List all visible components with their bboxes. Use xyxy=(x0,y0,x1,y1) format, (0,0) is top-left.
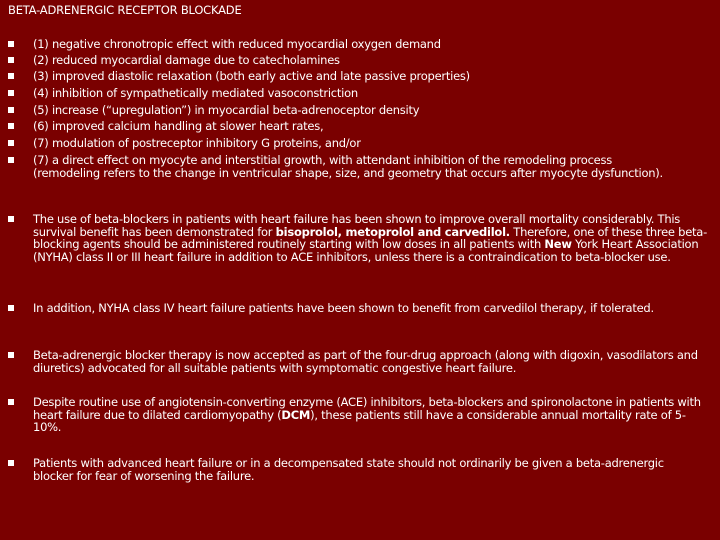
slide-title: BETA-ADRENERGIC RECEPTOR BLOCKADE xyxy=(8,3,242,17)
mechanism-item xyxy=(8,70,718,83)
mechanism-item xyxy=(8,120,718,133)
paragraph-text: Beta-adrenergic blocker therapy is now accepted as part of the four-drug approach (along with digoxin, vasodilators and diuretics) advocated for all suitable patients with symptomatic congestive heart failure. xyxy=(33,348,698,375)
mechanism-text: (7) modulation of postreceptor inhibitory G proteins, and/or xyxy=(33,136,361,150)
text-run: Despite routine use of angiotensin-converting enzyme (ACE) inhibitors, beta-blockers and spironolactone in patients with heart failure due to dilated cardiomyopathy ( xyxy=(33,395,701,422)
mechanism-text: (7) a direct effect on myocyte and interstitial growth, with attendant inhibition of the remodeling process (remodeling refers to the change in ventricular shape, size, and geometry that occurs after myocyte dysfunction). xyxy=(33,153,663,180)
square-bullet-icon xyxy=(8,305,14,311)
dcm-bold: DCM xyxy=(281,407,311,422)
text-run: ), these patients still have a considerable annual mortality rate of 5-10%. xyxy=(33,407,686,434)
square-bullet-icon xyxy=(8,352,14,358)
square-bullet-icon xyxy=(8,41,14,47)
square-bullet-icon xyxy=(8,123,14,129)
paragraph-text: In addition, NYHA class IV heart failure patients have been shown to benefit from carvedilol therapy, if tolerated. xyxy=(33,301,654,315)
mechanism-text: (1) negative chronotropic effect with reduced myocardial oxygen demand xyxy=(33,37,441,51)
mechanism-item xyxy=(8,87,718,100)
square-bullet-icon xyxy=(8,140,14,146)
drug-names-bold: bisoprolol, metoprolol and carvedilol. xyxy=(275,224,510,239)
square-bullet-icon xyxy=(8,460,14,466)
mechanism-item xyxy=(8,137,718,150)
nyha-bold: New xyxy=(544,237,572,251)
mechanism-item xyxy=(8,154,668,179)
paragraph-item xyxy=(8,396,708,434)
text-run: York Heart Association (NYHA) class II or III heart failure in addition to ACE inhibitors, unless there is a contraindication to beta-blocker use. xyxy=(33,237,699,264)
square-bullet-icon xyxy=(8,73,14,79)
mechanism-item xyxy=(8,38,718,51)
square-bullet-icon xyxy=(8,216,14,222)
text-run: The use of beta-blockers in patients with heart failure has been shown to improve overall mortality considerably. This survival benefit has been demonstrated for xyxy=(33,212,681,239)
paragraph-item xyxy=(8,213,718,263)
square-bullet-icon xyxy=(8,399,14,405)
paragraph-text xyxy=(33,213,718,263)
paragraph-text: Patients with advanced heart failure or in a decompensated state should not ordinarily be given a beta-adrenergic blocker for fear of worsening the failure. xyxy=(33,456,664,483)
mechanism-item xyxy=(8,104,718,117)
square-bullet-icon xyxy=(8,57,14,63)
mechanism-text: (5) increase (“upregulation”) in myocardial beta-adrenoceptor density xyxy=(33,103,420,117)
square-bullet-icon xyxy=(8,157,14,163)
mechanism-text: (4) inhibition of sympathetically mediated vasoconstriction xyxy=(33,86,358,100)
paragraph-item xyxy=(8,302,668,315)
mechanism-text: (3) improved diastolic relaxation (both early active and late passive properties) xyxy=(33,69,470,83)
paragraph-item xyxy=(8,457,688,482)
mechanism-item xyxy=(8,54,718,67)
mechanism-text: (6) improved calcium handling at slower heart rates, xyxy=(33,119,324,133)
paragraph-item xyxy=(8,349,708,374)
paragraph-text xyxy=(33,396,708,434)
text-run: Therefore, one of these three beta-blocking agents should be administered routinely starting with low doses in all patients with xyxy=(33,224,707,251)
mechanism-text: (2) reduced myocardial damage due to catecholamines xyxy=(33,53,340,67)
square-bullet-icon xyxy=(8,90,14,96)
square-bullet-icon xyxy=(8,107,14,113)
